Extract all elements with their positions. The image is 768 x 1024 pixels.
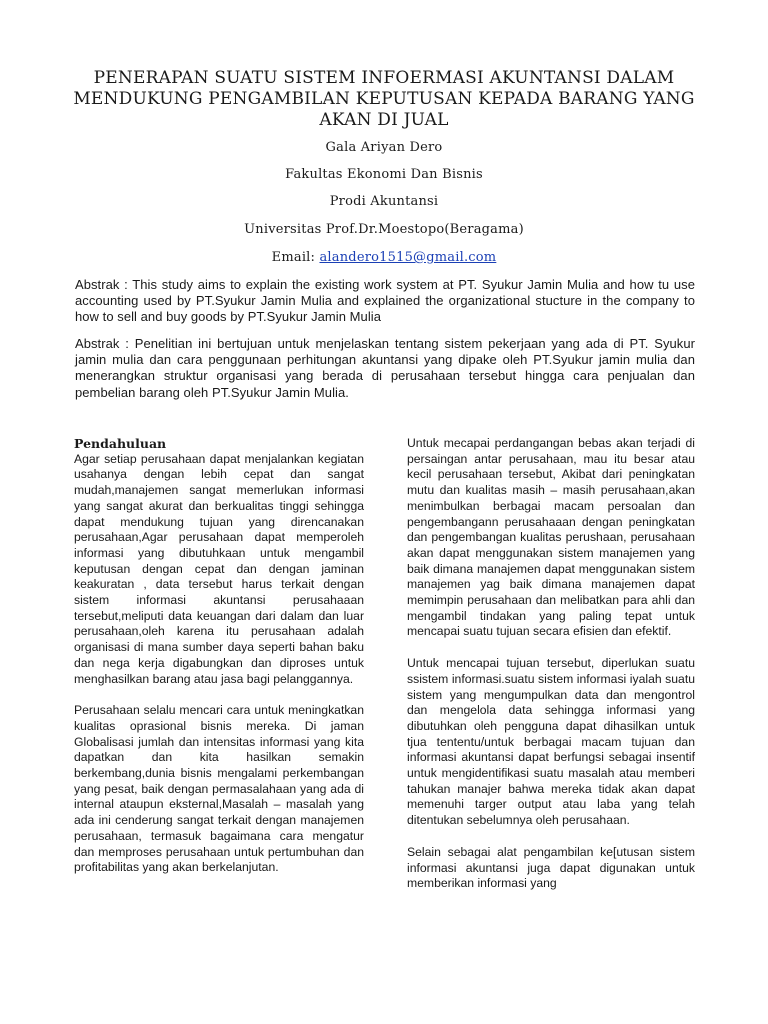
abstract-indonesian: Abstrak : Penelitian ini bertujuan untuk menjelaskan tentang sistem pekerjaan yang ada di PT. Syukur jamin mulia dan cara penggunaan perhitungan akuntansi yang dipake oleh PT.Syukur jamin mulia dan menerangkan struktur organisasi yang berada di perusahaan tersebut hingga cara penjualan dan pembelian barang oleh PT.Syukur Jamin Mulia. — [75, 336, 695, 400]
paragraph: Selain sebagai alat pengambilan ke[utusan sistem informasi akuntansi juga dapat digunakan untuk memberikan informasi yang — [407, 844, 695, 891]
faculty-line: Fakultas Ekonomi Dan Bisnis — [285, 167, 483, 182]
paper-title: PENERAPAN SUATU SISTEM INFOERMASI AKUNTANSI DALAM MENDUKUNG PENGAMBILAN KEPUTUSAN KEPADA BARANG YANG AKAN DI JUAL — [73, 68, 695, 130]
university-line: Universitas Prof.Dr.Moestopo(Beragama) — [244, 222, 524, 237]
paragraph: Perusahaan selalu mencari cara untuk meningkatkan kualitas oprasional bisnis mereka. Di jaman Globalisasi jumlah dan intensitas informasi yang kita dapatkan dan kita hasilkan semakin berkembang,dunia bisnis mengalami perkembangan yang pesat, baik dengan permasalahaan yang ada di internal ataupun eksternal,Masalah – masalah yang ada ini cenderung sangat terkait dengan manajemen perusahaan, termasuk bagaimana cara mengatur dan memproses perusahaan untuk pertumbuhan dan profitabilitas yang akan berkelanjutan. — [74, 703, 364, 875]
email-line — [0, 250, 768, 265]
abstract-english: Abstrak : This study aims to explain the existing work system at PT. Syukur Jamin Mulia and how tu use accounting used by PT.Syukur Jamin Mulia and explained the organizational stucture in the company to how to sell and buy goods by PT.Syukur Jamin Mulia — [75, 277, 695, 325]
section-heading: Pendahuluan — [74, 436, 167, 451]
left-column — [74, 436, 364, 876]
paragraph: Untuk mecapai perdangangan bebas akan terjadi di persaingan antar perusahaan, mau itu besar atau kecil perusahaan tersebut, Akibat dari peningkatan mutu dan kualitas masih – masih perusahaan,akan menimbulkan berbagai macam persoalan dan pengembangann perusahaaan dengan peningkatan dan pengembangan kualitas perushaan, perusahaan akan dapat menggunakan sistem manajemen yang baik dimana manajemen dapat menggunakan sistem manajemen yag baik dimana manajemen dapat memimpin perusahaan dan melibatkan para ahli dan mengambil tindakan yang paling tepat untuk mencapai suatu tujuan secara efisien dan efektif. — [407, 436, 695, 639]
email-link[interactable]: alandero1515@gmail.com — [319, 250, 497, 265]
email-label: Email: — [271, 250, 316, 265]
program-line: Prodi Akuntansi — [329, 194, 439, 209]
right-column — [407, 436, 695, 892]
author-name: Gala Ariyan Dero — [325, 140, 443, 155]
paragraph: Agar setiap perusahaan dapat menjalankan kegiatan usahanya dengan lebih cepat dan sangat mudah,manajemen sangat memerlukan informasi yang sangat akurat dan berkualitas tinggi sehingga dapat mendukung tujuan yang direncanakan perusahaan,Agar perusahaan dapat memperoleh informasi yang dibutuhkaan untuk mengambil keputusan dengan cepat dan dengan jaminan keakuratan , data tersebut harus terkait dengan sistem informasi akuntansi perusahaaan tersebut,meliputi data keuangan dari dalam dan luar perusahaan,oleh karena itu perusahaan adalah organisasi di mana sumber daya seperti bahan baku dan nega kerja digabungkan dan diproses untuk menghasilkan barang atau jasa bagi pelanggannya. — [74, 451, 364, 686]
paragraph: Untuk mencapai tujuan tersebut, diperlukan suatu ssistem informasi.suatu sistem informasi iyalah suatu sistem yang mengumpulkan data dan mengontrol dan mengelola data sehingga informasi yang dibutuhkan oleh pengguna dapat dihasilkan untuk tjua tententu/untuk berbagai macam tujuan dan informasi akuntansi dapat berfungsi sebagai insentif untuk mengidentifikasi suatu masalah atau memberi tahukan manajer bahwa mereka tidak akan dapat memenuhi targer output atau laba yang telah ditentukan sebelumnya oleh perusahaan. — [407, 656, 695, 828]
